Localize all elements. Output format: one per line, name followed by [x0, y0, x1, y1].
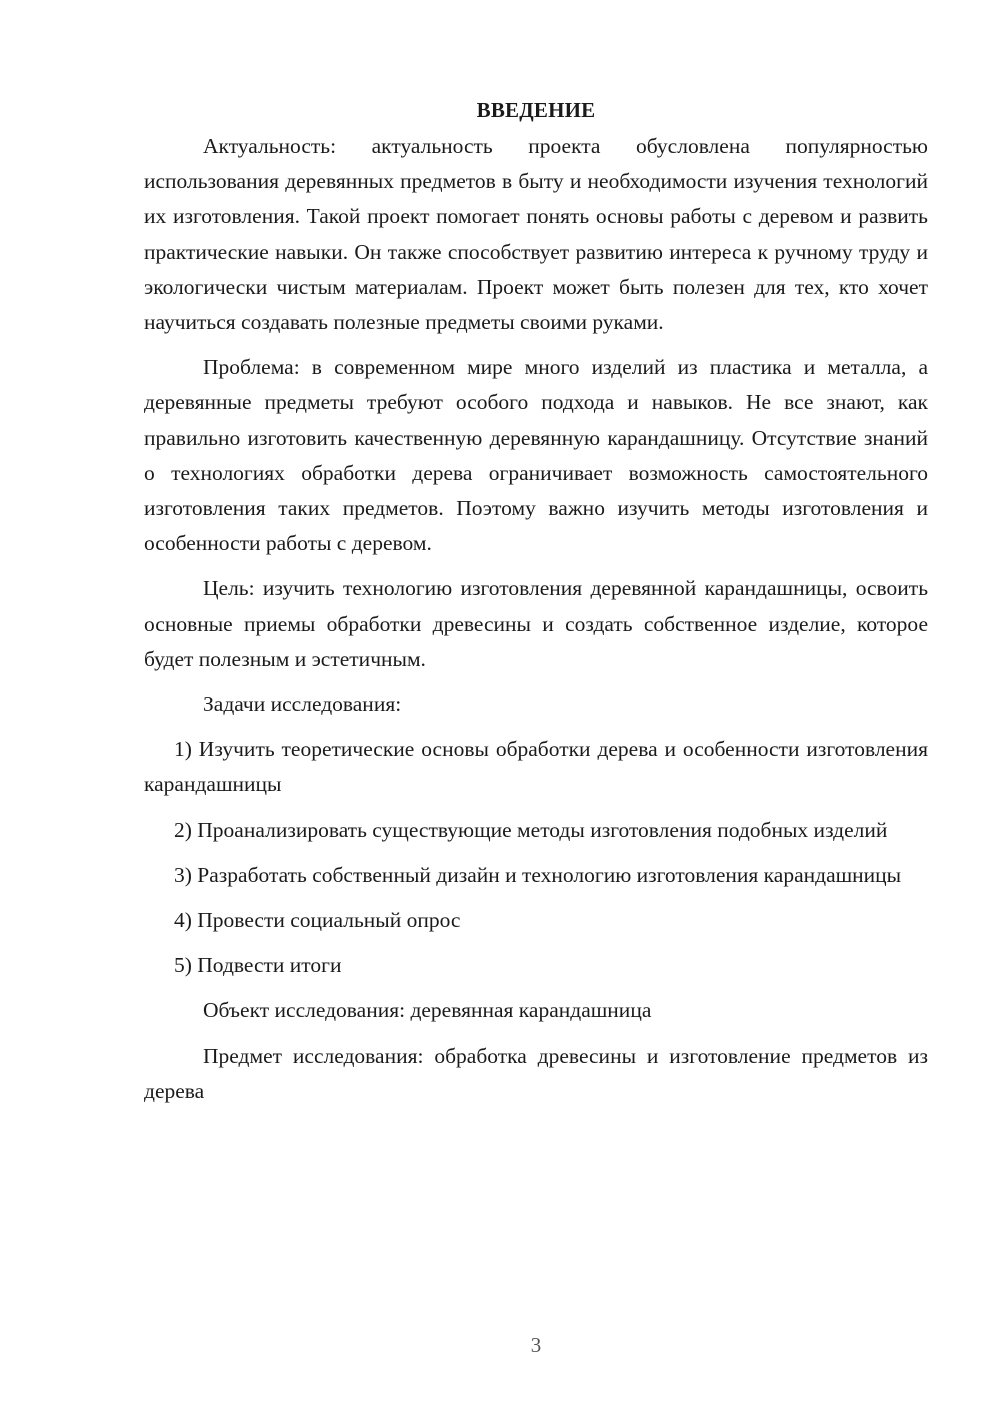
task-item-3: 3) Разработать собственный дизайн и технологию изготовления карандашницы: [174, 862, 902, 887]
task-item-4: 4) Провести социальный опрос: [174, 908, 461, 933]
paragraph-relevance: Актуальность: актуальность проекта обусловлена популярностью использования деревянных предметов в быту и необходимости изучения технологий их изготовления. Такой проект помогает понять основы работы с деревом и развить практические навыки. Он также способствует развитию интереса к ручному труду и экологически чистым материалам. Проект может быть полезен для тех, кто хочет научиться создавать полезные предметы своими руками.: [144, 134, 928, 335]
paragraph-goal: Цель: изучить технологию изготовления деревянной карандашницы, освоить основные приемы обработки древесины и создать собственное изделие, которое будет полезным и эстетичным.: [144, 576, 928, 671]
document-page: [144, 95, 928, 1119]
document-title: ВВЕДЕНИЕ: [476, 98, 596, 122]
paragraph-subject: Предмет исследования: обработка древесины и изготовление предметов из дерева: [144, 1043, 928, 1103]
paragraph-problem: Проблема: в современном мире много изделий из пластика и металла, а деревянные предметы требуют особого подхода и навыков. Не все знают, как правильно изготовить качественную деревянную карандашницу. Отсутствие знаний о технологиях обработки дерева ограничивает возможность самостоятельного изготовления таких предметов. Поэтому важно изучить методы изготовления и особенности работы с деревом.: [144, 355, 928, 556]
page-number: 3: [530, 1333, 542, 1357]
task-item-1: 1) Изучить теоретические основы обработки дерева и особенности изготовления карандашницы: [144, 737, 928, 797]
task-item-2: 2) Проанализировать существующие методы изготовления подобных изделий: [174, 817, 888, 842]
task-item-5: 5) Подвести итоги: [174, 953, 342, 978]
tasks-heading: Задачи исследования:: [203, 692, 402, 717]
paragraph-object: Объект исследования: деревянная карандашница: [203, 998, 652, 1023]
